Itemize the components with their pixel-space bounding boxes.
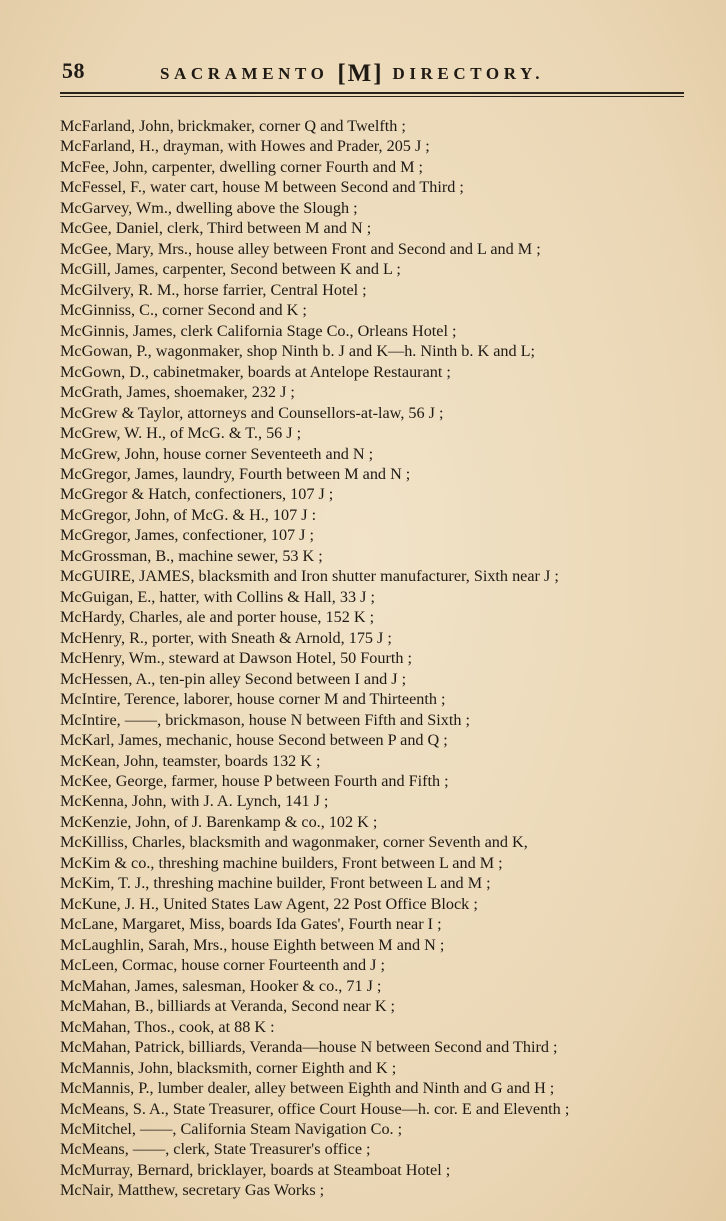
directory-entry: McMahan, Patrick, billiards, Veranda—house N between Second and Third ; [60,1038,558,1057]
directory-entry: McLaughlin, Sarah, Mrs., house Eighth between M and N ; [60,935,445,954]
directory-entry: McGee, Mary, Mrs., house alley between Front and Second and L and M ; [60,239,541,258]
page-number: 58 [62,58,85,83]
directory-entry: McKenzie, John, of J. Barenkamp & co., 102 K ; [60,812,378,831]
directory-entry: McGowan, P., wagonmaker, shop Ninth b. J and K—h. Ninth b. K and L; [60,342,536,361]
directory-entry: McMannis, P., lumber dealer, alley between Eighth and Ninth and G and H ; [60,1079,555,1098]
directory-entry: McFessel, F., water cart, house M between Second and Third ; [60,178,464,197]
directory-entry: McMannis, John, blacksmith, corner Eighth and K ; [60,1058,397,1077]
directory-entry: McIntire, Terence, laborer, house corner M and Thirteenth ; [60,690,446,709]
directory-entry: McGee, Daniel, clerk, Third between M and N ; [60,219,372,238]
directory-entry: McKenna, John, with J. A. Lynch, 141 J ; [60,792,329,811]
directory-entry: McKarl, James, mechanic, house Second between P and Q ; [60,731,448,750]
directory-entry: McMitchel, ——, California Steam Navigation Co. ; [60,1119,403,1138]
page-header [62,56,684,88]
directory-entry: McHessen, A., ten-pin alley Second between I and J ; [60,669,407,688]
directory-entry: McGregor, James, confectioner, 107 J ; [60,526,315,545]
directory-entry: McMeans, ——, clerk, State Treasurer's office ; [60,1140,371,1159]
directory-entry: McHenry, R., porter, with Sneath & Arnold, 175 J ; [60,628,392,647]
directory-entry: McFarland, John, brickmaker, corner Q and Twelfth ; [60,117,406,135]
directory-entry: McLeen, Cormac, house corner Fourteenth and J ; [60,956,385,975]
directory-entry: McKim, T. J., threshing machine builder, Front between L and M ; [60,874,491,893]
header-rule-thick [60,92,684,94]
directory-entry: McHardy, Charles, ale and porter house, 152 K ; [60,608,375,627]
directory-entry: McGregor & Hatch, confectioners, 107 J ; [60,485,334,504]
directory-entries [60,116,688,1201]
directory-entry: McGrew, John, house corner Seventeeth and N ; [60,444,374,463]
directory-entry: McKean, John, teamster, boards 132 K ; [60,751,321,770]
directory-entry: McKim & co., threshing machine builders, Front between L and M ; [60,853,503,872]
directory-entry: McFarland, H., drayman, with Howes and Prader, 205 J ; [60,137,430,156]
directory-entry: McGarvey, Wm., dwelling above the Slough ; [60,198,358,217]
directory-entry: McGUIRE, JAMES, blacksmith and Iron shutter manufacturer, Sixth near J ; [60,567,559,586]
directory-entry: McGill, James, carpenter, Second between K and L ; [60,260,401,279]
directory-entry: McKee, George, farmer, house P between Fourth and Fifth ; [60,772,449,790]
directory-entry: McHenry, Wm., steward at Dawson Hotel, 50 Fourth ; [60,649,413,668]
directory-entry: McMahan, Thos., cook, at 88 K : [60,1017,275,1036]
directory-entry: McGinniss, C., corner Second and K ; [60,301,307,320]
directory-entry: McFee, John, carpenter, dwelling corner Fourth and M ; [60,157,424,176]
running-head-letter: [M] [337,60,384,87]
directory-entry: McGuigan, E., hatter, with Collins & Hall, 33 J ; [60,587,375,606]
directory-entry: McGilvery, R. M., horse farrier, Central Hotel ; [60,280,367,299]
header-rule-thin [60,96,684,97]
directory-entry: McGregor, John, of McG. & H., 107 J : [60,505,317,524]
directory-entry: McGrossman, B., machine sewer, 53 K ; [60,546,323,565]
directory-entry: McMurray, Bernard, bricklayer, boards at Steamboat Hotel ; [60,1160,451,1179]
running-head [160,60,544,88]
running-head-city: SACRAMENTO [160,64,329,83]
directory-entry: McLane, Margaret, Miss, boards Ida Gates', Fourth near I ; [60,915,442,934]
directory-entry: McGinnis, James, clerk California Stage Co., Orleans Hotel ; [60,321,457,340]
directory-entry: McMahan, B., billiards at Veranda, Second near K ; [60,997,396,1016]
directory-entry: McKilliss, Charles, blacksmith and wagonmaker, corner Seventh and K, [60,833,528,852]
directory-entry: McGrew & Taylor, attorneys and Counsellors-at-law, 56 J ; [60,403,444,422]
directory-entry: McGrath, James, shoemaker, 232 J ; [60,383,295,402]
directory-entry: McKune, J. H., United States Law Agent, 22 Post Office Block ; [60,894,478,913]
directory-entry: McNair, Matthew, secretary Gas Works ; [60,1181,325,1200]
directory-entry: McGrew, W. H., of McG. & T., 56 J ; [60,424,302,443]
directory-entry: McMahan, James, salesman, Hooker & co., 71 J ; [60,976,382,995]
directory-entry: McMeans, S. A., State Treasurer, office Court House—h. cor. E and Eleventh ; [60,1099,570,1118]
directory-entry: McIntire, ——, brickmason, house N between Fifth and Sixth ; [60,710,471,729]
directory-entry: McGregor, James, laundry, Fourth between M and N ; [60,464,411,483]
directory-entry: McGown, D., cabinetmaker, boards at Antelope Restaurant ; [60,362,451,381]
running-head-directory: DIRECTORY. [392,64,545,83]
